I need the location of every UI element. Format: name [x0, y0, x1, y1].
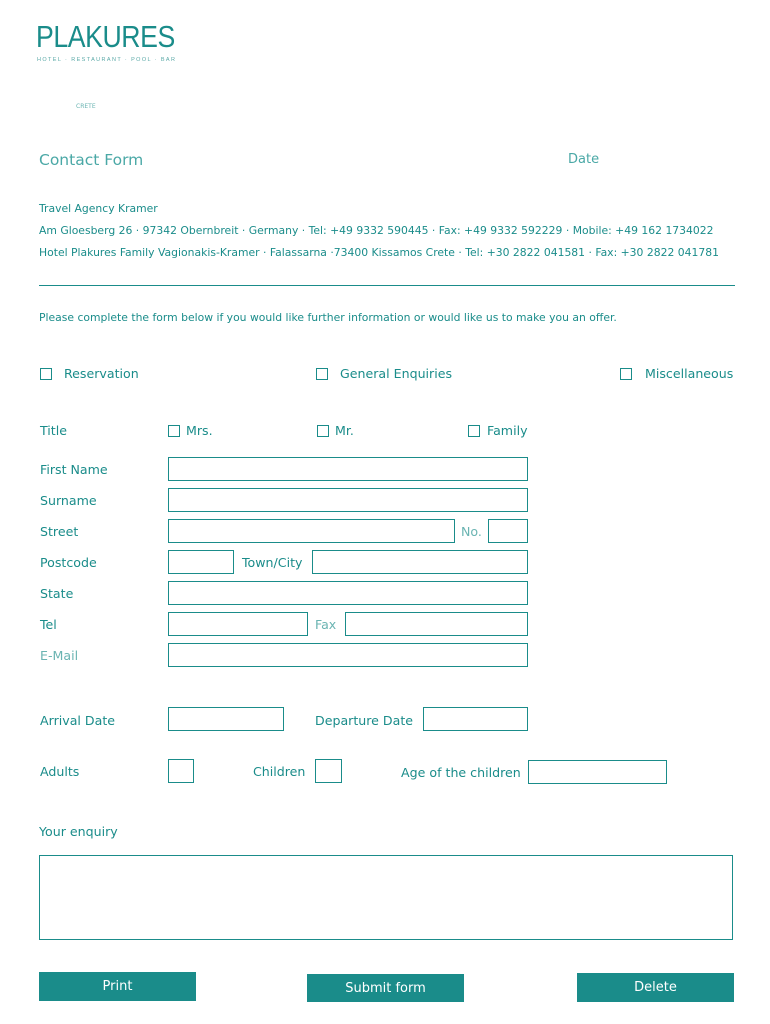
children-age-input[interactable] [528, 760, 667, 784]
delete-button[interactable]: Delete [577, 973, 734, 1002]
state-input[interactable] [168, 581, 528, 605]
print-button[interactable]: Print [39, 972, 196, 1001]
miscellaneous-label: Miscellaneous [645, 366, 734, 381]
submit-button[interactable]: Submit form [307, 974, 464, 1002]
surname-label: Surname [40, 493, 97, 508]
children-label: Children [253, 764, 306, 779]
state-label: State [40, 586, 74, 601]
email-label: E-Mail [40, 648, 79, 663]
title-label: Title [40, 423, 67, 438]
mrs-label: Mrs. [186, 423, 213, 438]
tel-input[interactable] [168, 612, 308, 636]
house-number-label: No. [461, 524, 482, 539]
family-checkbox[interactable] [468, 425, 480, 437]
general-enquiries-label: General Enquiries [340, 366, 453, 381]
miscellaneous-checkbox[interactable] [620, 368, 632, 380]
date-label: Date [568, 152, 600, 167]
children-age-label: Age of the children [401, 765, 521, 780]
small-label: CRETE [76, 103, 96, 110]
tel-label: Tel [40, 617, 57, 632]
reservation-checkbox[interactable] [40, 368, 52, 380]
family-label: Family [487, 423, 528, 438]
street-label: Street [40, 524, 79, 539]
children-input[interactable] [315, 759, 342, 783]
fax-label: Fax [315, 617, 337, 632]
surname-input[interactable] [168, 488, 528, 512]
mr-label: Mr. [335, 423, 354, 438]
first-name-label: First Name [40, 462, 108, 477]
arrival-date-input[interactable] [168, 707, 284, 731]
house-number-input[interactable] [488, 519, 528, 543]
hotel-logo-subtitle: HOTEL · RESTAURANT · POOL · BAR [37, 57, 177, 63]
hotel-logo: PLAKURES [36, 19, 175, 54]
town-label: Town/City [242, 555, 303, 570]
reservation-label: Reservation [64, 366, 139, 381]
fax-input[interactable] [345, 612, 528, 636]
postcode-input[interactable] [168, 550, 234, 574]
email-input[interactable] [168, 643, 528, 667]
postcode-label: Postcode [40, 555, 97, 570]
agency-address: Am Gloesberg 26 · 97342 Obernbreit · Germany · Tel: +49 9332 590445 · Fax: +49 9332 592229 · Mobile: +49 162 1734022 [39, 224, 714, 237]
enquiry-label: Your enquiry [39, 824, 118, 839]
arrival-date-label: Arrival Date [40, 713, 116, 728]
general-enquiries-checkbox[interactable] [316, 368, 328, 380]
departure-date-label: Departure Date [315, 713, 414, 728]
street-input[interactable] [168, 519, 455, 543]
mr-checkbox[interactable] [317, 425, 329, 437]
mrs-checkbox[interactable] [168, 425, 180, 437]
adults-label: Adults [40, 764, 80, 779]
divider [39, 285, 735, 286]
hotel-address: Hotel Plakures Family Vagionakis-Kramer · Falassarna ·73400 Kissamos Crete · Tel: +30 2822 041581 · Fax: +30 2822 041781 [39, 246, 719, 259]
intro-text: Please complete the form below if you would like further information or would like us to make you an offer. [39, 311, 617, 324]
page-title: Contact Form [39, 151, 144, 169]
first-name-input[interactable] [168, 457, 528, 481]
agency-name: Travel Agency Kramer [39, 202, 158, 215]
departure-date-input[interactable] [423, 707, 528, 731]
adults-input[interactable] [168, 759, 194, 783]
town-input[interactable] [312, 550, 528, 574]
enquiry-textarea[interactable] [39, 855, 733, 940]
